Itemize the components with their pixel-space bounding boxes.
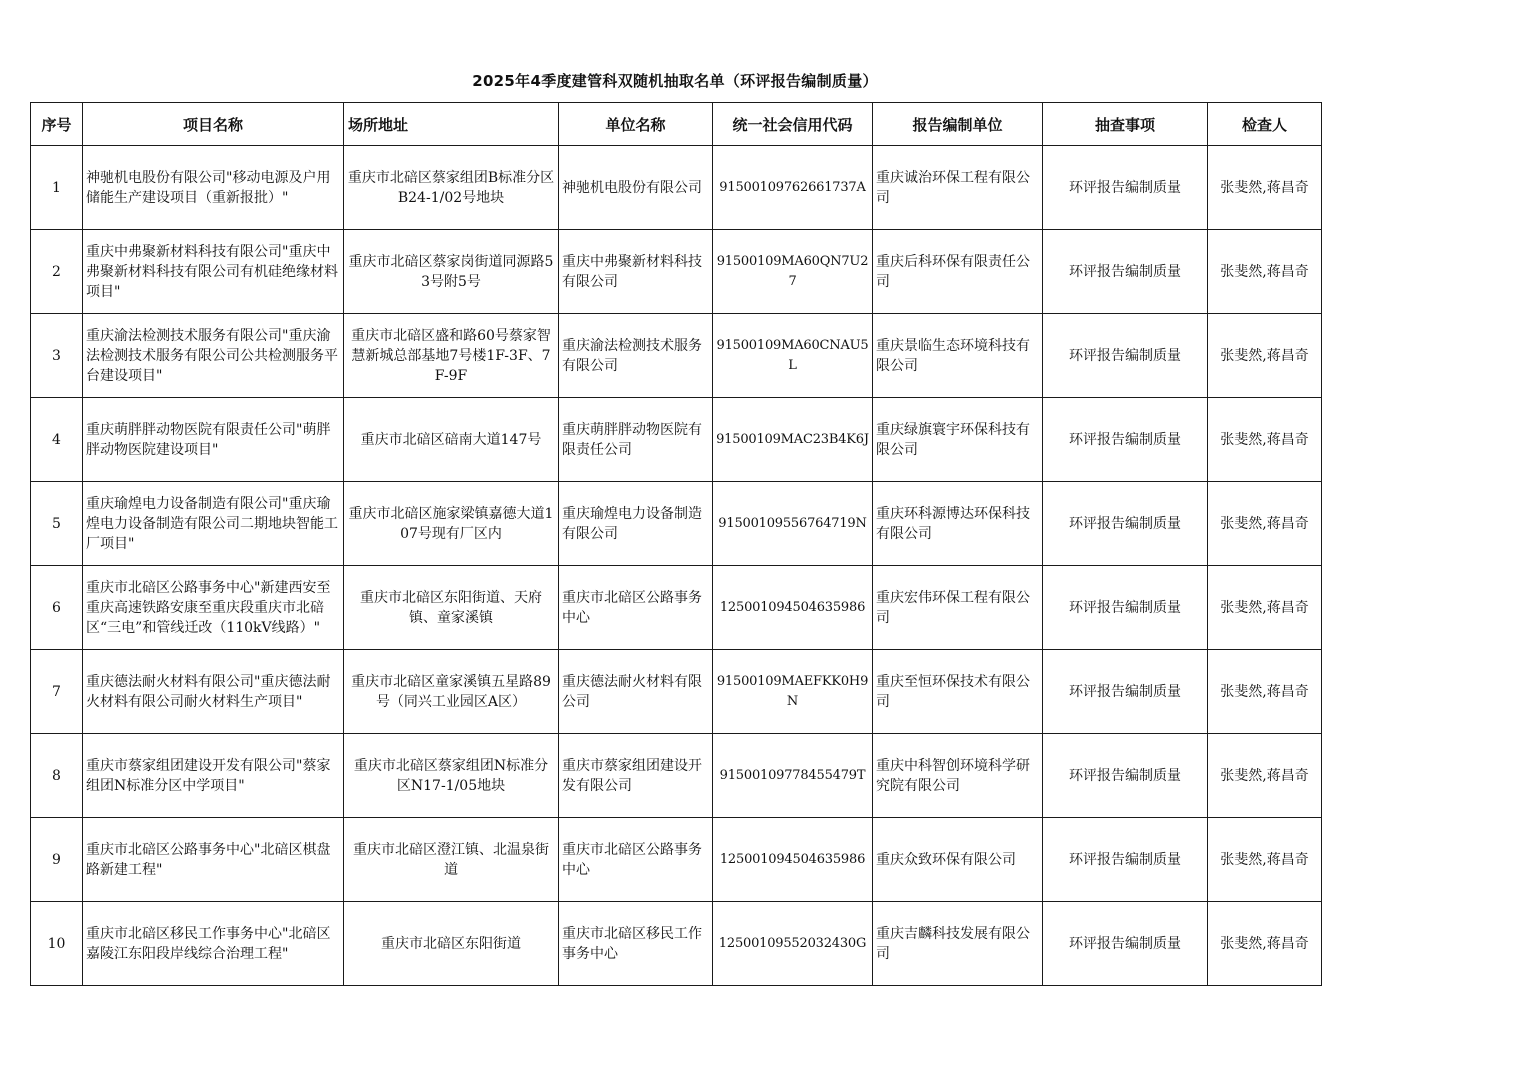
cell-item: 环评报告编制质量 — [1043, 818, 1208, 902]
cell-index: 10 — [31, 902, 83, 986]
cell-index: 7 — [31, 650, 83, 734]
cell-credit-code: 91500109MA60CNAU5L — [713, 314, 873, 398]
cell-inspector: 张斐然,蒋昌奇 — [1208, 566, 1322, 650]
cell-credit-code: 12500109552032430G — [713, 902, 873, 986]
cell-credit-code: 91500109MAEFKK0H9N — [713, 650, 873, 734]
cell-index: 1 — [31, 146, 83, 230]
cell-credit-code: 91500109MA60QN7U27 — [713, 230, 873, 314]
header-index: 序号 — [31, 103, 83, 146]
cell-item: 环评报告编制质量 — [1043, 230, 1208, 314]
cell-address: 重庆市北碚区澄江镇、北温泉街道 — [344, 818, 559, 902]
cell-inspector: 张斐然,蒋昌奇 — [1208, 818, 1322, 902]
cell-project: 重庆瑜煌电力设备制造有限公司"重庆瑜煌电力设备制造有限公司二期地块智能工厂项目" — [83, 482, 344, 566]
cell-item: 环评报告编制质量 — [1043, 314, 1208, 398]
cell-item: 环评报告编制质量 — [1043, 734, 1208, 818]
cell-inspector: 张斐然,蒋昌奇 — [1208, 650, 1322, 734]
cell-address: 重庆市北碚区东阳街道 — [344, 902, 559, 986]
cell-project: 重庆市蔡家组团建设开发有限公司"蔡家组团N标准分区中学项目" — [83, 734, 344, 818]
cell-address: 重庆市北碚区蔡家岗街道同源路53号附5号 — [344, 230, 559, 314]
cell-inspector: 张斐然,蒋昌奇 — [1208, 314, 1322, 398]
cell-project: 重庆市北碚区移民工作事务中心"北碚区嘉陵江东阳段岸线综合治理工程" — [83, 902, 344, 986]
table-body — [31, 146, 1322, 986]
cell-inspector: 张斐然,蒋昌奇 — [1208, 146, 1322, 230]
cell-address: 重庆市北碚区施家梁镇嘉德大道107号现有厂区内 — [344, 482, 559, 566]
cell-unit: 重庆市蔡家组团建设开发有限公司 — [559, 734, 713, 818]
cell-credit-code: 125001094504635986 — [713, 818, 873, 902]
cell-address: 重庆市北碚区盛和路60号蔡家智慧新城总部基地7号楼1F-3F、7F-9F — [344, 314, 559, 398]
cell-inspector: 张斐然,蒋昌奇 — [1208, 734, 1322, 818]
cell-index: 5 — [31, 482, 83, 566]
cell-unit: 重庆渝法检测技术服务有限公司 — [559, 314, 713, 398]
cell-item: 环评报告编制质量 — [1043, 650, 1208, 734]
cell-project: 重庆萌胖胖动物医院有限责任公司"萌胖胖动物医院建设项目" — [83, 398, 344, 482]
cell-index: 8 — [31, 734, 83, 818]
cell-index: 3 — [31, 314, 83, 398]
cell-report-unit: 重庆众致环保有限公司 — [873, 818, 1043, 902]
table-row — [31, 146, 1322, 230]
cell-unit: 重庆中弗聚新材料科技有限公司 — [559, 230, 713, 314]
inspection-table — [30, 102, 1322, 986]
cell-unit: 重庆市北碚区公路事务中心 — [559, 566, 713, 650]
cell-inspector: 张斐然,蒋昌奇 — [1208, 482, 1322, 566]
cell-index: 4 — [31, 398, 83, 482]
header-unit: 单位名称 — [559, 103, 713, 146]
table-row — [31, 566, 1322, 650]
cell-item: 环评报告编制质量 — [1043, 566, 1208, 650]
cell-report-unit: 重庆后科环保有限责任公司 — [873, 230, 1043, 314]
cell-report-unit: 重庆环科源博达环保科技有限公司 — [873, 482, 1043, 566]
cell-address: 重庆市北碚区碚南大道147号 — [344, 398, 559, 482]
cell-address: 重庆市北碚区蔡家组团B标准分区B24-1/02号地块 — [344, 146, 559, 230]
header-item: 抽查事项 — [1043, 103, 1208, 146]
cell-unit: 重庆市北碚区公路事务中心 — [559, 818, 713, 902]
header-credit-code: 统一社会信用代码 — [713, 103, 873, 146]
cell-project: 重庆渝法检测技术服务有限公司"重庆渝法检测技术服务有限公司公共检测服务平台建设项目" — [83, 314, 344, 398]
cell-unit: 重庆萌胖胖动物医院有限责任公司 — [559, 398, 713, 482]
cell-report-unit: 重庆绿旗寰宇环保科技有限公司 — [873, 398, 1043, 482]
cell-project: 重庆中弗聚新材料科技有限公司"重庆中弗聚新材料科技有限公司有机硅绝缘材料项目" — [83, 230, 344, 314]
table-row — [31, 314, 1322, 398]
cell-index: 6 — [31, 566, 83, 650]
cell-report-unit: 重庆诚治环保工程有限公司 — [873, 146, 1043, 230]
table-row — [31, 398, 1322, 482]
table-row — [31, 482, 1322, 566]
cell-address: 重庆市北碚区童家溪镇五星路89号（同兴工业园区A区） — [344, 650, 559, 734]
cell-item: 环评报告编制质量 — [1043, 398, 1208, 482]
cell-item: 环评报告编制质量 — [1043, 146, 1208, 230]
cell-credit-code: 91500109762661737A — [713, 146, 873, 230]
cell-project: 神驰机电股份有限公司"移动电源及户用储能生产建设项目（重新报批）" — [83, 146, 344, 230]
cell-index: 9 — [31, 818, 83, 902]
page-title: 2025年4季度建管科双随机抽取名单（环评报告编制质量） — [472, 72, 878, 90]
cell-index: 2 — [31, 230, 83, 314]
cell-report-unit: 重庆至恒环保技术有限公司 — [873, 650, 1043, 734]
cell-report-unit: 重庆吉麟科技发展有限公司 — [873, 902, 1043, 986]
header-address: 场所地址 — [344, 103, 559, 146]
cell-credit-code: 91500109556764719N — [713, 482, 873, 566]
table-row — [31, 818, 1322, 902]
cell-credit-code: 91500109778455479T — [713, 734, 873, 818]
table-row — [31, 650, 1322, 734]
cell-address: 重庆市北碚区蔡家组团N标准分区N17-1/05地块 — [344, 734, 559, 818]
cell-report-unit: 重庆中科智创环境科学研究院有限公司 — [873, 734, 1043, 818]
cell-address: 重庆市北碚区东阳街道、天府镇、童家溪镇 — [344, 566, 559, 650]
table-row — [31, 734, 1322, 818]
cell-report-unit: 重庆景临生态环境科技有限公司 — [873, 314, 1043, 398]
header-inspector: 检查人 — [1208, 103, 1322, 146]
cell-item: 环评报告编制质量 — [1043, 482, 1208, 566]
cell-report-unit: 重庆宏伟环保工程有限公司 — [873, 566, 1043, 650]
cell-unit: 神驰机电股份有限公司 — [559, 146, 713, 230]
cell-unit: 重庆德法耐火材料有限公司 — [559, 650, 713, 734]
cell-item: 环评报告编制质量 — [1043, 902, 1208, 986]
cell-inspector: 张斐然,蒋昌奇 — [1208, 902, 1322, 986]
cell-credit-code: 125001094504635986 — [713, 566, 873, 650]
header-row — [31, 103, 1322, 146]
cell-project: 重庆市北碚区公路事务中心"新建西安至重庆高速铁路安康至重庆段重庆市北碚区“三电”和管线迁改（110kV线路）" — [83, 566, 344, 650]
cell-inspector: 张斐然,蒋昌奇 — [1208, 230, 1322, 314]
cell-unit: 重庆市北碚区移民工作事务中心 — [559, 902, 713, 986]
table-row — [31, 230, 1322, 314]
cell-project: 重庆市北碚区公路事务中心"北碚区棋盘路新建工程" — [83, 818, 344, 902]
cell-inspector: 张斐然,蒋昌奇 — [1208, 398, 1322, 482]
header-project: 项目名称 — [83, 103, 344, 146]
header-report-unit: 报告编制单位 — [873, 103, 1043, 146]
cell-unit: 重庆瑜煌电力设备制造有限公司 — [559, 482, 713, 566]
cell-credit-code: 91500109MAC23B4K6J — [713, 398, 873, 482]
table-row — [31, 902, 1322, 986]
cell-project: 重庆德法耐火材料有限公司"重庆德法耐火材料有限公司耐火材料生产项目" — [83, 650, 344, 734]
